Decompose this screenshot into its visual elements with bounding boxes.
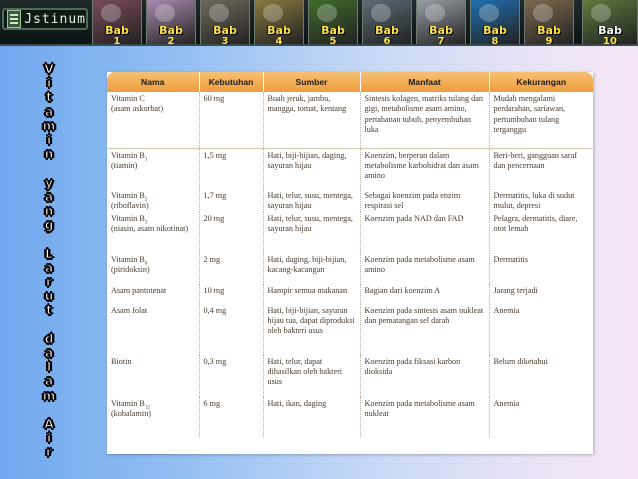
- vitamin-subscript: 12: [144, 405, 150, 411]
- cell-sumber: Hati, biji-bijian, sayuran hijau tua, dapat diproduksi oleh bakteri usus: [263, 304, 360, 355]
- table-row: [107, 148, 593, 189]
- cell-kekurangan: Anemia: [493, 305, 520, 315]
- chapter-tab-label: Bab: [483, 24, 507, 37]
- skeleton-icon: [209, 4, 229, 22]
- header-sumber: Sumber: [263, 72, 360, 92]
- header-manfaat: Manfaat: [360, 72, 489, 92]
- chapter-tab-label: Bab: [321, 24, 345, 37]
- cell-kebutuhan: 6 mg: [199, 397, 263, 437]
- chapter-tab-label: Bab: [537, 24, 561, 37]
- vitamin-name: Asam folat: [111, 305, 148, 315]
- cell-nama: [107, 212, 199, 253]
- table-row: [107, 92, 593, 148]
- vertical-title-letter: a: [44, 260, 56, 275]
- table-row: [107, 304, 593, 355]
- cell-nama: [107, 397, 199, 437]
- vertical-title-letter: y: [45, 175, 55, 190]
- vitamin-subscript: 1: [144, 157, 148, 163]
- vitamin-alt-name: (piridoksin): [111, 264, 150, 274]
- vertical-title-letter: t: [46, 303, 54, 318]
- vitamin-subscript: 6: [144, 261, 148, 267]
- cell-sumber: Hati, telur, susu, mentega, sayuran hijau: [263, 212, 360, 253]
- cell-nama: [107, 304, 199, 355]
- cell-manfaat: Bagian dari koenzim A: [360, 284, 489, 304]
- vertical-title-letter: A: [44, 417, 56, 431]
- cell-nama: [107, 284, 199, 304]
- vitamin-name: Vitamin B: [111, 191, 145, 200]
- vitamin-name: Vitamin B: [111, 150, 145, 160]
- chapter-tab-number: 8: [491, 36, 499, 44]
- cell-kebutuhan: 2 mg: [199, 253, 263, 284]
- vertical-title-letter: i: [46, 431, 54, 446]
- table-row: [107, 253, 593, 284]
- vertical-title-letter: a: [44, 374, 56, 389]
- cell-sumber: Buah jeruk, jambu, mangga, tomat, kentang: [263, 92, 360, 148]
- cell-sumber: Hampir semua makanan: [263, 284, 360, 304]
- xray-icon: [371, 4, 391, 22]
- cell-kekurangan: Belum diketahui: [493, 356, 548, 366]
- microscope-icon: [425, 4, 445, 22]
- logo-icon: [7, 10, 21, 28]
- chapter-tab[interactable]: [416, 0, 466, 44]
- logo-text: Jstinum: [24, 11, 86, 27]
- vertical-title-letter: t: [46, 90, 54, 105]
- vertical-title-letter: i: [46, 133, 54, 147]
- chapter-tab-number: 1: [113, 36, 121, 44]
- vitamin-subscript: 2: [144, 197, 148, 203]
- cell-kekurangan: Jarang terjadi: [493, 285, 538, 295]
- cell-kebutuhan: 10 mg: [199, 284, 263, 304]
- chapter-tab[interactable]: [524, 0, 574, 44]
- cell-sumber: Hati, biji-bijian, daging, sayuran hijau: [263, 148, 360, 189]
- vertical-title-letter: n: [44, 204, 56, 218]
- cell-manfaat: Koenzim pada metabolisme asam amino: [360, 253, 489, 284]
- cell-kekurangan: Mudah mengalami perdarahan, sariawan, pertumbuhan tulang terganggu: [493, 94, 566, 134]
- cell-nama: [107, 92, 199, 148]
- vitamin-name: Vitamin C: [111, 94, 145, 103]
- cell-kebutuhan: 0,4 mg: [199, 304, 263, 355]
- vertical-title-letter: L: [45, 246, 55, 261]
- chapter-tab-number: 4: [275, 36, 283, 44]
- cell-kebutuhan: 1,5 mg: [199, 148, 263, 189]
- vertical-title-letter: i: [46, 76, 54, 91]
- cell-kebutuhan: 1,7 mg: [199, 189, 263, 212]
- table-row: [107, 355, 593, 397]
- vertical-title-letter: g: [44, 218, 56, 233]
- chapter-tab[interactable]: [582, 0, 638, 44]
- table-row: [107, 397, 593, 437]
- chapter-tab-number: 3: [221, 36, 229, 44]
- vitamin-name: Vitamin B: [111, 398, 145, 408]
- vitamin-table-panel: [107, 72, 593, 454]
- vitamin-alt-name: (riboflavin): [111, 201, 149, 211]
- cell-manfaat: Koenzim pada sintesis asam nukleat dan pematangan sel darah: [360, 304, 489, 355]
- cell-nama: [107, 148, 199, 189]
- chapter-tab-label: Bab: [429, 24, 453, 37]
- cell-kebutuhan: 60 mg: [199, 92, 263, 148]
- plants-icon: [591, 4, 611, 22]
- header-nama: Nama: [107, 72, 199, 92]
- cell-kekurangan: Pelagra, dermatitis, diare, otot lemah: [493, 213, 578, 233]
- vitamin-table: [107, 72, 593, 437]
- chapter-tab-number: 9: [545, 36, 553, 44]
- vertical-title-letter: m: [42, 118, 58, 133]
- vertical-title-letter: n: [44, 147, 56, 162]
- vertical-title-letter: a: [44, 189, 56, 204]
- table-row: [107, 284, 593, 304]
- cell-manfaat: Sebagai koenzim pada enzim respirasi sel: [360, 189, 489, 212]
- chapter-tab-label: Bab: [267, 24, 291, 37]
- cell-sumber: Hati, telur, susu, mentega, sayuran hijau: [263, 189, 360, 212]
- vitamin-alt-name: (asam askorbat): [111, 104, 164, 114]
- cell-kekurangan: Dermatitis, luka di sudut mulut, depresi: [493, 191, 575, 211]
- vitamin-subscript: 3: [144, 220, 148, 226]
- chapter-tab-number: 5: [329, 36, 337, 44]
- vertical-slide-title: [30, 62, 70, 462]
- chapter-tab-label: Bab: [598, 24, 622, 37]
- header-kekurangan: Kekurangan: [489, 72, 593, 92]
- vertical-title-letter: r: [46, 275, 54, 289]
- vertical-title-letter: r: [46, 445, 54, 460]
- vitamin-name: Vitamin B: [111, 213, 145, 223]
- cell-sumber: Hati, daging, biji-bijian, kacang-kacangan: [263, 253, 360, 284]
- cell-manfaat: Sintesis kolagen, matriks tulang dan gigi, metabolisme asam amino, pertahanan tubuh, penyembuhan luka: [360, 92, 489, 148]
- table-row: [107, 212, 593, 253]
- vertical-title-letter: d: [44, 331, 56, 346]
- header-kebutuhan: Kebutuhan: [199, 72, 263, 92]
- chapter-tab[interactable]: [200, 0, 250, 44]
- chapter-tab-number: 10: [603, 36, 617, 44]
- cells-icon: [155, 4, 175, 22]
- chapter-tab-label: Bab: [375, 24, 399, 37]
- chapter-tab-number: 2: [167, 36, 175, 44]
- table-header-row: [107, 72, 593, 92]
- chapter-tab-label: Bab: [213, 24, 237, 37]
- chapter-tab[interactable]: [146, 0, 196, 44]
- vertical-title-letter: l: [46, 360, 54, 375]
- cell-kebutuhan: 20 mg: [199, 212, 263, 253]
- cell-nama: [107, 355, 199, 397]
- cell-kekurangan: Anemia: [493, 398, 520, 408]
- cell-kebutuhan: 0,3 mg: [199, 355, 263, 397]
- flowers-icon: [101, 4, 121, 22]
- chapter-tab[interactable]: [92, 0, 142, 44]
- vertical-title-letter: a: [44, 104, 56, 119]
- cell-sumber: Hati, telur, dapat dihasilkan oleh bakteri usus: [263, 355, 360, 397]
- vitamin-name: Biotin: [111, 356, 132, 366]
- cell-manfaat: Koenzim pada NAD dan FAD: [360, 212, 489, 253]
- chapter-tab[interactable]: [254, 0, 304, 44]
- vitamin-name: Asam pantotenat: [111, 285, 167, 295]
- cell-manfaat: Koenzim pada metabolisme asam nukleat: [360, 397, 489, 437]
- chapter-tab[interactable]: [362, 0, 412, 44]
- vertical-title-letter: a: [44, 346, 56, 360]
- chapter-tab-label: Bab: [105, 24, 129, 37]
- chapter-tab[interactable]: [470, 0, 520, 44]
- cell-nama: [107, 253, 199, 284]
- vitamin-alt-name: (kobalamin): [111, 408, 152, 418]
- cell-manfaat: Koenzim, berperan dalam metabolisme karbohidrat dan asam amino: [360, 148, 489, 189]
- top-navigation-bar: [0, 0, 638, 46]
- globe-icon: [479, 4, 499, 22]
- vitamin-name: Vitamin B: [111, 254, 145, 264]
- cell-kekurangan: Dermatitis: [493, 254, 529, 264]
- vitamin-alt-name: (tiamin): [111, 160, 138, 170]
- cell-sumber: Hati, ikan, daging: [263, 397, 360, 437]
- cell-nama: [107, 189, 199, 212]
- chapter-tab-number: 7: [437, 36, 445, 44]
- cell-manfaat: Koenzim pada fiksasi karbon dioksida: [360, 355, 489, 397]
- cell-kekurangan: Beri-beri, gangguan saraf dan pencernaan: [489, 148, 593, 189]
- vertical-title-letter: u: [44, 289, 56, 304]
- vertical-title-letter: V: [44, 62, 56, 76]
- table-row: [107, 189, 593, 212]
- hedgehog-icon: [533, 4, 553, 22]
- chapter-tab-label: Bab: [159, 24, 183, 37]
- animal-icon: [263, 4, 283, 22]
- app-logo[interactable]: [2, 8, 88, 30]
- chapter-tab-number: 6: [383, 36, 391, 44]
- vitamin-alt-name: (niasin, asam nikotinat): [111, 223, 189, 233]
- vegetables-icon: [317, 4, 337, 22]
- chapter-tab[interactable]: [308, 0, 358, 44]
- vertical-title-letter: m: [42, 388, 58, 403]
